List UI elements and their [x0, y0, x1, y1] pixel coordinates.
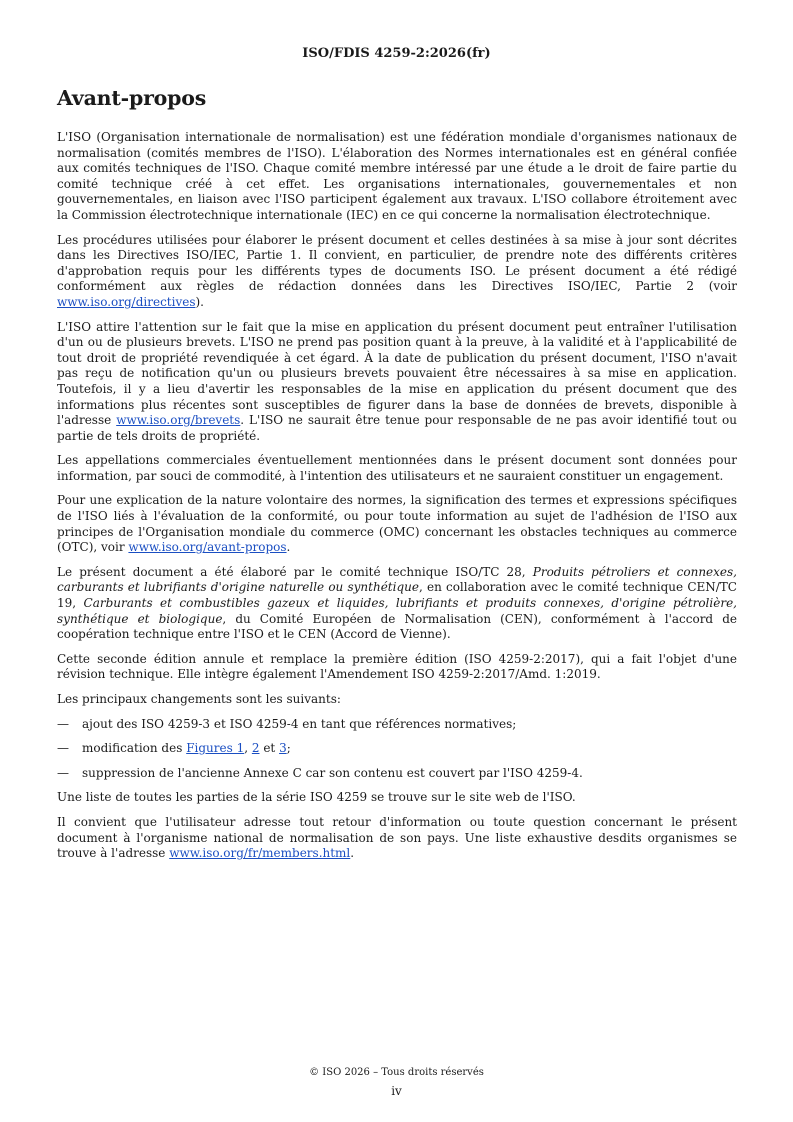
list-item-text-part: , [244, 741, 252, 756]
paragraph-text: ). [195, 294, 204, 309]
foreword-link[interactable]: www.iso.org/avant-propos [128, 540, 287, 555]
paragraph-feedback [57, 815, 737, 862]
list-item-text: ajout des ISO 4259-3 et ISO 4259-4 en tant que références normatives; [82, 716, 517, 731]
paragraph-text: Pour une explication de la nature volontaire des normes, la signification des termes et expressions spécifiques de l'ISO liés à l'évaluation de la conformité, ou pour toute information au sujet de l'adhésion de l'ISO aux principes de l'Organisation mondiale du commerce (OMC) concernant les obstacles techniques au commerce (OTC), voir [57, 493, 737, 555]
paragraph-text: , du Comité Européen de Normalisation (CEN), conformément à l'accord de coopération technique entre l'ISO et le CEN (Accord de Vienne). [57, 611, 737, 642]
paragraph-edition: Cette seconde édition annule et remplace la première édition (ISO 4259-2:2017), qui a fait l'objet d'une révision technique. Elle intègre également l'Amendement ISO 4259-2:2017/Amd. 1:2019. [57, 651, 737, 682]
paragraph-committee [57, 565, 737, 643]
list-item [57, 766, 737, 782]
paragraph-text: Les procédures utilisées pour élaborer le présent document et celles destinées à sa mise à jour sont décrites dans les Directives ISO/IEC, Partie 1. Il convient, en particulier, de prendre note des différents critères d'approbation requis pour les différents types de documents ISO. Le présent document a été rédigé conformément aux règles de rédaction données dans les Directives ISO/IEC, Partie 2 (voir [57, 232, 737, 294]
paragraph-voluntary-nature [57, 493, 737, 555]
paragraph-procedures [57, 233, 737, 311]
document-identifier: ISO/FDIS 4259-2:2026(fr) [302, 46, 491, 61]
members-link[interactable]: www.iso.org/fr/members.html [169, 846, 351, 861]
list-item-text-part: modification des [82, 741, 187, 756]
dash-bullet: — [57, 741, 69, 756]
paragraph-text: L'ISO attire l'attention sur le fait que la mise en application du présent document peut entraîner l'utilisation d'un ou de plusieurs brevets. L'ISO ne prend pas position quant à la preuve, à la validité et à l'applicabilité de tout droit de propriété revendiquée à cet égard. À la date de publication du présent document, l'ISO n'avait pas reçu de notification qu'un ou plusieurs brevets pouvaient être nécessaires à sa mise en application. Toutefois, il y a lieu d'avertir les responsables de la mise en application du présent document que des informations plus récentes sont susceptibles de figurer dans la base de données de brevets, disponible à l'adresse [57, 319, 737, 428]
committee-title-cen: Carburants et combustibles gazeux et liquides, lubrifiants et produits connexes, d'origine pétrolière, synthétique et biologique [57, 596, 737, 626]
footer-copyright: © ISO 2026 – Tous droits réservés [309, 1067, 484, 1078]
paragraph-changes-intro: Les principaux changements sont les suivants: [57, 692, 341, 706]
paragraph-text: . L'ISO ne saurait être tenue pour responsable de ne pas avoir identifié tout ou partie de tels droits de propriété. [57, 413, 738, 443]
patents-link[interactable]: www.iso.org/brevets [116, 413, 241, 428]
paragraph-series-list: Une liste de toutes les parties de la série ISO 4259 se trouve sur le site web de l'ISO. [57, 790, 576, 805]
dash-bullet: — [57, 765, 69, 780]
directives-link[interactable]: www.iso.org/directives [57, 294, 196, 309]
figure-2-link[interactable]: 2 [251, 741, 260, 756]
list-item-text [82, 741, 291, 757]
paragraph-text: Il convient que l'utilisateur adresse tout retour d'information ou toute question concernant le présent document à l'organisme national de normalisation de son pays. Une liste exhaustive desdits organismes se trouve à l'adresse [57, 814, 737, 861]
dash-bullet: — [57, 716, 69, 731]
list-item [57, 741, 737, 757]
paragraph-iso-intro: L'ISO (Organisation internationale de normalisation) est une fédération mondiale d'organismes nationaux de normalisation (comités membres de l'ISO). L'élaboration des Normes internationales est en général confiée aux comités techniques de l'ISO. Chaque comité membre intéressé par une étude a le droit de faire partie du comité technique créé à cet effet. Les organisations internationales, gouvernementales et non gouvernementales, en liaison avec l'ISO participent également aux travaux. L'ISO collabore étroitement avec la Commission électrotechnique internationale (IEC) en ce qui concerne la normalisation électrotechnique. [57, 130, 737, 222]
foreword-body [57, 130, 737, 871]
paragraph-text: . [350, 846, 355, 861]
list-item-text-part: et [259, 741, 280, 756]
committee-title-iso: Produits pétroliers et connexes, carburants et lubrifiants d'origine naturelle ou synthétique [57, 564, 737, 595]
list-item-text: suppression de l'ancienne Annexe C car son contenu est couvert par l'ISO 4259-4. [82, 765, 583, 780]
figure-3-link[interactable]: 3 [279, 741, 287, 756]
figure-1-link[interactable]: Figures 1 [186, 741, 245, 756]
paragraph-patents [57, 320, 737, 445]
page-number: iv [391, 1084, 402, 1098]
paragraph-text: , en collaboration avec le comité technique CEN/TC 19, [57, 580, 737, 611]
paragraph-text: Le présent document a été élaboré par le comité technique ISO/TC 28, [57, 564, 533, 579]
list-item [57, 717, 737, 733]
page-title: Avant-propos [57, 86, 207, 110]
paragraph-text: . [286, 540, 291, 555]
list-item-text-part: ; [286, 741, 291, 756]
paragraph-trade-names: Les appellations commerciales éventuellement mentionnées dans le présent document sont données pour information, par souci de commodité, à l'intention des utilisateurs et ne sauraient constituer un engagement. [57, 453, 737, 483]
